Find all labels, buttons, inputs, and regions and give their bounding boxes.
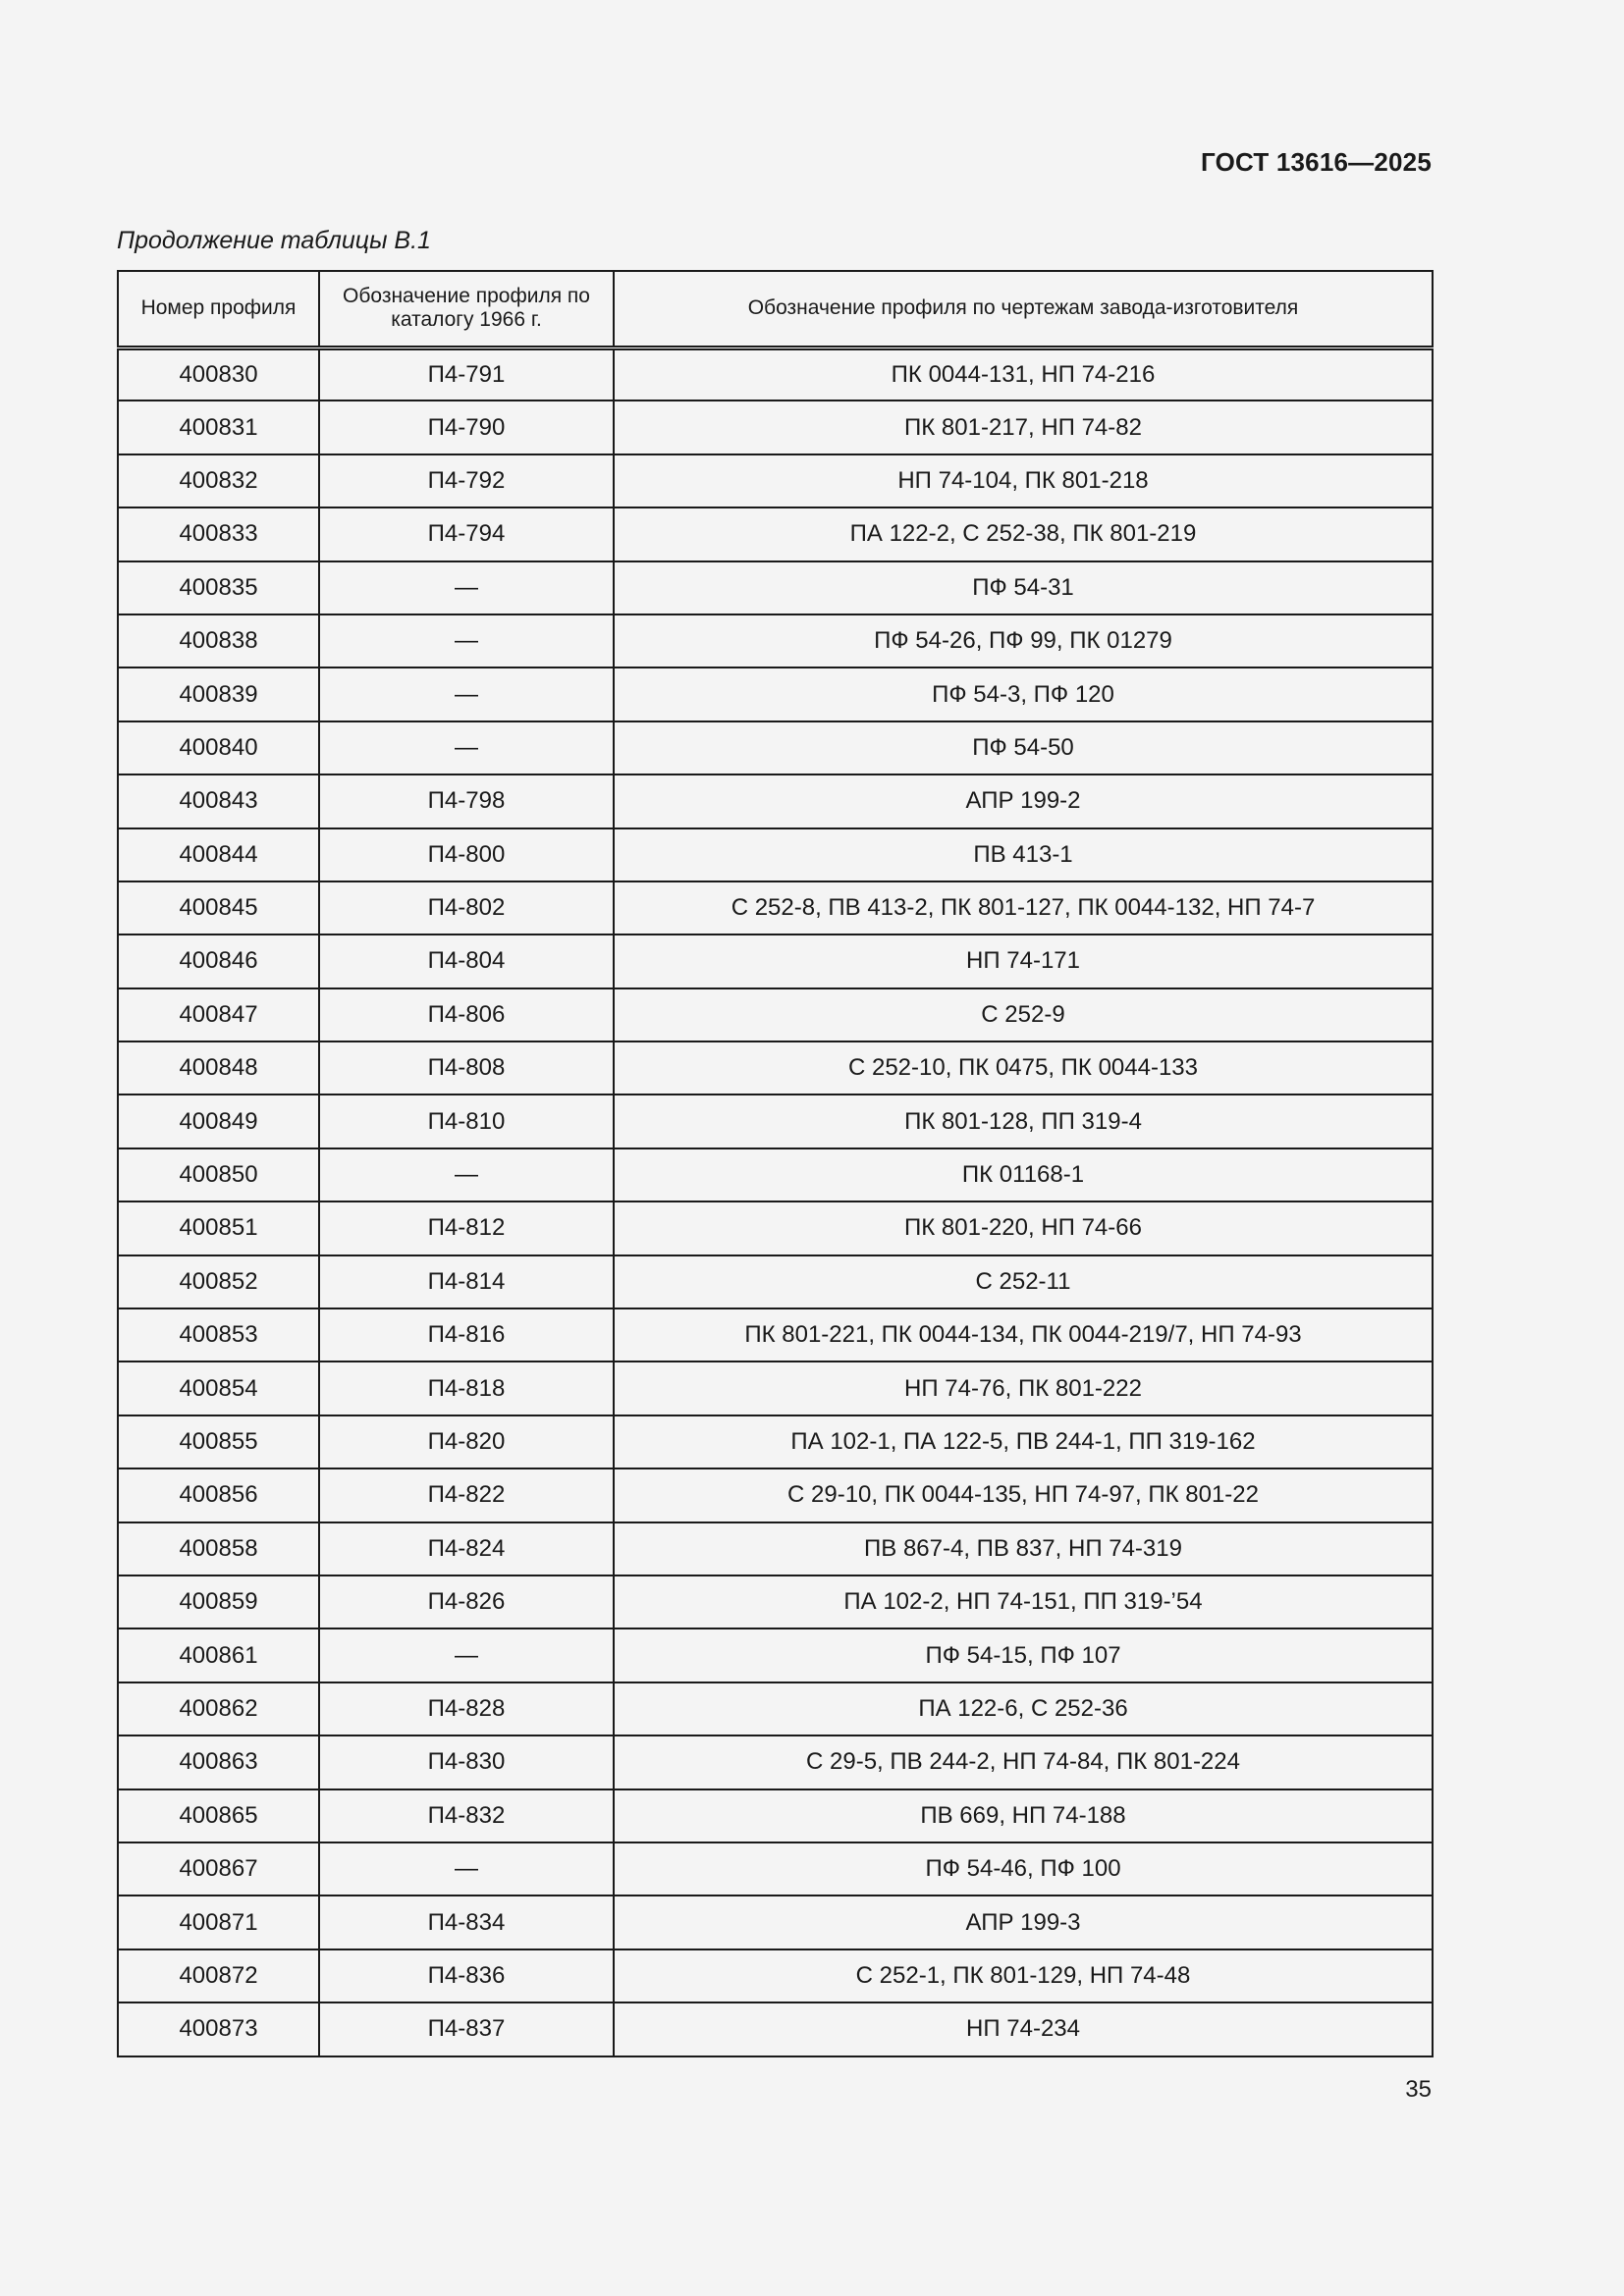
- column-header-catalog-1966: Обозначение профиля по каталогу 1966 г.: [319, 271, 614, 347]
- profile-number-cell: 400839: [118, 667, 319, 721]
- table-row: [118, 1148, 1433, 1201]
- table-row: [118, 1629, 1433, 1682]
- profile-number-cell: 400848: [118, 1041, 319, 1095]
- profile-number-cell: 400830: [118, 347, 319, 400]
- table-body: [118, 347, 1433, 2056]
- factory-designation-cell: ПА 102-2, НП 74-151, ПП 319-’54: [614, 1575, 1433, 1629]
- factory-designation-cell: ПФ 54-3, ПФ 120: [614, 667, 1433, 721]
- catalog-1966-cell: П4-834: [319, 1896, 614, 1949]
- profile-number-cell: 400863: [118, 1735, 319, 1789]
- factory-designation-cell: ПФ 54-26, ПФ 99, ПК 01279: [614, 614, 1433, 667]
- column-header-profile-number: Номер профиля: [118, 271, 319, 347]
- catalog-1966-cell: П4-828: [319, 1682, 614, 1735]
- catalog-1966-cell: П4-818: [319, 1362, 614, 1415]
- table-row: [118, 454, 1433, 507]
- catalog-1966-cell: П4-836: [319, 1949, 614, 2002]
- table-row: [118, 1949, 1433, 2002]
- catalog-1966-cell: П4-820: [319, 1415, 614, 1468]
- table-row: [118, 1682, 1433, 1735]
- catalog-1966-cell: П4-798: [319, 774, 614, 828]
- catalog-1966-cell: П4-826: [319, 1575, 614, 1629]
- catalog-1966-cell: —: [319, 1148, 614, 1201]
- factory-designation-cell: С 252-10, ПК 0475, ПК 0044-133: [614, 1041, 1433, 1095]
- factory-designation-cell: ПК 0044-131, НП 74-216: [614, 347, 1433, 400]
- factory-designation-cell: АПР 199-2: [614, 774, 1433, 828]
- profile-number-cell: 400833: [118, 507, 319, 561]
- table-row: [118, 1842, 1433, 1896]
- profile-number-cell: 400858: [118, 1522, 319, 1575]
- profile-number-cell: 400831: [118, 400, 319, 454]
- profile-number-cell: 400838: [118, 614, 319, 667]
- factory-designation-cell: ПФ 54-15, ПФ 107: [614, 1629, 1433, 1682]
- table-row: [118, 1308, 1433, 1362]
- factory-designation-cell: НП 74-171: [614, 934, 1433, 988]
- table-row: [118, 1522, 1433, 1575]
- profile-number-cell: 400873: [118, 2002, 319, 2056]
- catalog-1966-cell: П4-800: [319, 828, 614, 881]
- table-row: [118, 561, 1433, 614]
- profile-number-cell: 400851: [118, 1201, 319, 1255]
- profile-number-cell: 400840: [118, 721, 319, 774]
- factory-designation-cell: ПФ 54-46, ПФ 100: [614, 1842, 1433, 1896]
- profile-number-cell: 400844: [118, 828, 319, 881]
- factory-designation-cell: ПВ 867-4, ПВ 837, НП 74-319: [614, 1522, 1433, 1575]
- profile-number-cell: 400861: [118, 1629, 319, 1682]
- catalog-1966-cell: П4-802: [319, 881, 614, 934]
- catalog-1966-cell: П4-804: [319, 934, 614, 988]
- table-row: [118, 1735, 1433, 1789]
- factory-designation-cell: С 252-11: [614, 1255, 1433, 1308]
- catalog-1966-cell: П4-814: [319, 1255, 614, 1308]
- catalog-1966-cell: —: [319, 721, 614, 774]
- catalog-1966-cell: П4-812: [319, 1201, 614, 1255]
- factory-designation-cell: ПВ 669, НП 74-188: [614, 1789, 1433, 1842]
- table-row: [118, 347, 1433, 400]
- profile-number-cell: 400853: [118, 1308, 319, 1362]
- profile-number-cell: 400835: [118, 561, 319, 614]
- table-row: [118, 1896, 1433, 1949]
- catalog-1966-cell: П4-806: [319, 988, 614, 1041]
- table-header: [118, 271, 1433, 347]
- table-row: [118, 2002, 1433, 2056]
- table-row: [118, 774, 1433, 828]
- factory-designation-cell: ПК 801-217, НП 74-82: [614, 400, 1433, 454]
- catalog-1966-cell: П4-832: [319, 1789, 614, 1842]
- table-row: [118, 1362, 1433, 1415]
- column-header-factory-drawings: Обозначение профиля по чертежам завода-изготовителя: [614, 271, 1433, 347]
- catalog-1966-cell: П4-810: [319, 1095, 614, 1148]
- table-row: [118, 721, 1433, 774]
- factory-designation-cell: ПК 01168-1: [614, 1148, 1433, 1201]
- catalog-1966-cell: П4-822: [319, 1468, 614, 1522]
- profile-number-cell: 400832: [118, 454, 319, 507]
- catalog-1966-cell: П4-837: [319, 2002, 614, 2056]
- profile-number-cell: 400855: [118, 1415, 319, 1468]
- table-row: [118, 1201, 1433, 1255]
- profile-number-cell: 400872: [118, 1949, 319, 2002]
- factory-designation-cell: НП 74-76, ПК 801-222: [614, 1362, 1433, 1415]
- profile-number-cell: 400865: [118, 1789, 319, 1842]
- profile-number-cell: 400862: [118, 1682, 319, 1735]
- factory-designation-cell: НП 74-234: [614, 2002, 1433, 2056]
- table-row: [118, 828, 1433, 881]
- table-row: [118, 1789, 1433, 1842]
- catalog-1966-cell: П4-830: [319, 1735, 614, 1789]
- factory-designation-cell: ПК 801-128, ПП 319-4: [614, 1095, 1433, 1148]
- factory-designation-cell: С 29-10, ПК 0044-135, НП 74-97, ПК 801-22: [614, 1468, 1433, 1522]
- table-header-row: [118, 271, 1433, 347]
- factory-designation-cell: ПА 122-2, С 252-38, ПК 801-219: [614, 507, 1433, 561]
- catalog-1966-cell: П4-824: [319, 1522, 614, 1575]
- factory-designation-cell: С 29-5, ПВ 244-2, НП 74-84, ПК 801-224: [614, 1735, 1433, 1789]
- factory-designation-cell: ПК 801-221, ПК 0044-134, ПК 0044-219/7, НП 74-93: [614, 1308, 1433, 1362]
- page-number: 35: [1405, 2076, 1432, 2103]
- factory-designation-cell: ПВ 413-1: [614, 828, 1433, 881]
- factory-designation-cell: С 252-9: [614, 988, 1433, 1041]
- factory-designation-cell: НП 74-104, ПК 801-218: [614, 454, 1433, 507]
- table-row: [118, 1041, 1433, 1095]
- table-row: [118, 1575, 1433, 1629]
- profiles-table: [117, 270, 1434, 2057]
- profile-number-cell: 400859: [118, 1575, 319, 1629]
- profile-number-cell: 400845: [118, 881, 319, 934]
- factory-designation-cell: С 252-1, ПК 801-129, НП 74-48: [614, 1949, 1433, 2002]
- table-row: [118, 1255, 1433, 1308]
- catalog-1966-cell: —: [319, 614, 614, 667]
- catalog-1966-cell: П4-791: [319, 347, 614, 400]
- table-row: [118, 988, 1433, 1041]
- table-row: [118, 667, 1433, 721]
- document-standard-number: ГОСТ 13616—2025: [1201, 147, 1432, 177]
- table-caption: Продолжение таблицы В.1: [117, 227, 431, 254]
- factory-designation-cell: АПР 199-3: [614, 1896, 1433, 1949]
- catalog-1966-cell: П4-808: [319, 1041, 614, 1095]
- catalog-1966-cell: —: [319, 1629, 614, 1682]
- table-row: [118, 400, 1433, 454]
- catalog-1966-cell: П4-816: [319, 1308, 614, 1362]
- table-row: [118, 1095, 1433, 1148]
- table-row: [118, 1415, 1433, 1468]
- profile-number-cell: 400849: [118, 1095, 319, 1148]
- factory-designation-cell: ПА 102-1, ПА 122-5, ПВ 244-1, ПП 319-162: [614, 1415, 1433, 1468]
- factory-designation-cell: С 252-8, ПВ 413-2, ПК 801-127, ПК 0044-132, НП 74-7: [614, 881, 1433, 934]
- table-row: [118, 1468, 1433, 1522]
- table-row: [118, 934, 1433, 988]
- factory-designation-cell: ПК 801-220, НП 74-66: [614, 1201, 1433, 1255]
- catalog-1966-cell: —: [319, 1842, 614, 1896]
- catalog-1966-cell: —: [319, 667, 614, 721]
- table-row: [118, 507, 1433, 561]
- profile-number-cell: 400850: [118, 1148, 319, 1201]
- profile-number-cell: 400852: [118, 1255, 319, 1308]
- profile-number-cell: 400846: [118, 934, 319, 988]
- catalog-1966-cell: П4-792: [319, 454, 614, 507]
- profile-number-cell: 400856: [118, 1468, 319, 1522]
- profile-number-cell: 400854: [118, 1362, 319, 1415]
- factory-designation-cell: ПА 122-6, С 252-36: [614, 1682, 1433, 1735]
- factory-designation-cell: ПФ 54-31: [614, 561, 1433, 614]
- table-row: [118, 614, 1433, 667]
- profile-number-cell: 400847: [118, 988, 319, 1041]
- catalog-1966-cell: —: [319, 561, 614, 614]
- profile-number-cell: 400867: [118, 1842, 319, 1896]
- table-row: [118, 881, 1433, 934]
- catalog-1966-cell: П4-790: [319, 400, 614, 454]
- catalog-1966-cell: П4-794: [319, 507, 614, 561]
- profile-number-cell: 400843: [118, 774, 319, 828]
- profile-number-cell: 400871: [118, 1896, 319, 1949]
- factory-designation-cell: ПФ 54-50: [614, 721, 1433, 774]
